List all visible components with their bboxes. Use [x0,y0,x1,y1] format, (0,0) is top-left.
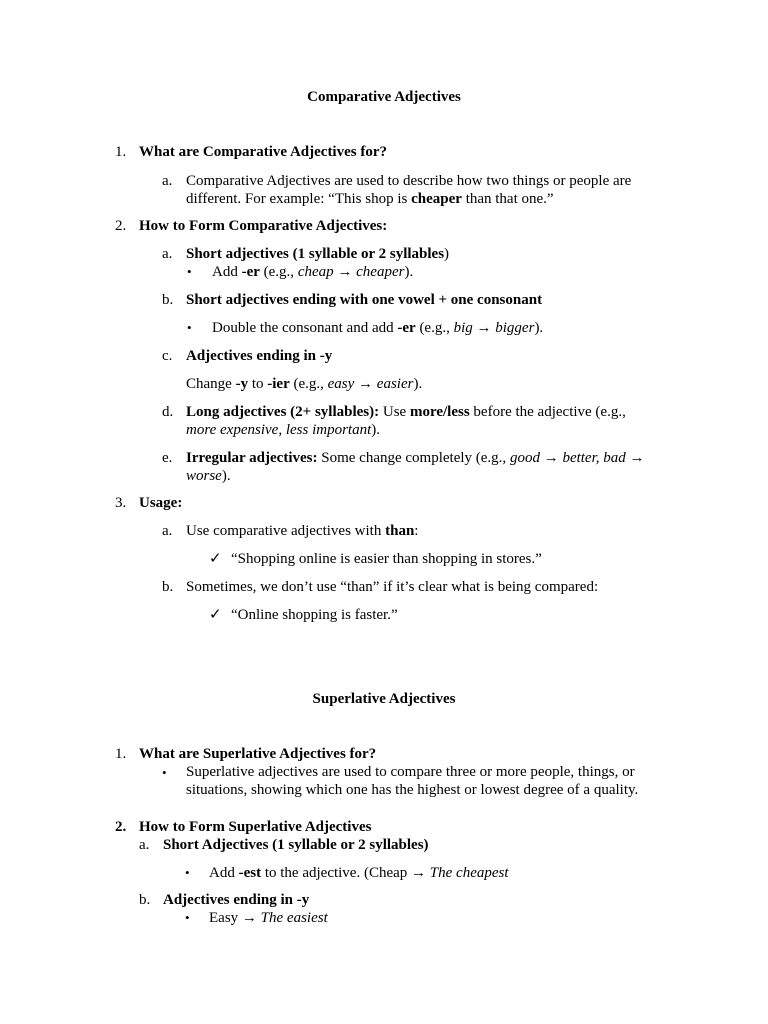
list-number: 1. [115,144,127,160]
paragraph-line: Long adjectives (2+ syllables): Use more/less before the adjective (e.g., [186,404,626,420]
paragraph-line: situations, showing which one has the highest or lowest degree of a quality. [186,782,639,798]
list-letter: a. [162,246,173,262]
example-text: “Shopping online is easier than shopping in stores.” [231,551,542,567]
bullet: • [185,910,190,925]
superlative-title: Superlative Adjectives [312,691,456,707]
list-letter: a. [162,173,173,189]
subheading: Short adjectives ending with one vowel + one consonant [186,292,543,308]
paragraph-line: different. For example: “This shop is cheaper than that one.” [186,191,554,207]
section-heading: Usage: [139,495,183,511]
bullet: • [185,865,190,880]
section-heading: What are Superlative Adjectives for? [139,746,377,762]
list-letter: b. [162,292,174,308]
paragraph-line: more expensive, less important). [186,422,380,438]
list-number: 3. [115,495,127,511]
subheading: Adjectives ending in -y [186,348,333,364]
example-text: “Online shopping is faster.” [231,607,398,623]
checkmark-icon: ✓ [209,551,222,567]
section-heading: What are Comparative Adjectives for? [139,144,387,160]
paragraph-line: worse). [186,468,231,484]
paragraph-line: Sometimes, we don’t use “than” if it’s clear what is being compared: [186,579,599,595]
section-heading: How to Form Superlative Adjectives [139,819,372,835]
paragraph-line: Irregular adjectives: Some change completely (e.g., good → better, bad → [186,450,645,466]
list-letter: d. [162,404,174,420]
list-number: 2. [115,218,127,234]
subheading: Short Adjectives (1 syllable or 2 syllables) [163,837,429,853]
subheading: Adjectives ending in -y [163,892,310,908]
paragraph-line: Superlative adjectives are used to compare three or more people, things, or [186,764,635,780]
list-letter: a. [139,837,150,853]
paragraph-line: Comparative Adjectives are used to describe how two things or people are [186,173,632,189]
checkmark-icon: ✓ [209,607,222,623]
list-letter: b. [162,579,174,595]
bullet-text: Add -er (e.g., cheap → cheaper). [212,264,414,280]
paragraph-line: Change -y to -ier (e.g., easy → easier). [186,376,423,392]
comparative-title: Comparative Adjectives [307,89,461,105]
bullet: • [162,765,167,780]
bullet: • [187,320,192,335]
paragraph-line: Use comparative adjectives with than: [186,523,419,539]
list-letter: b. [139,892,151,908]
bullet: • [187,264,192,279]
list-number: 1. [115,746,127,762]
list-letter: a. [162,523,173,539]
list-letter: e. [162,450,173,466]
subheading: Short adjectives (1 syllable or 2 syllables) [186,246,450,262]
list-letter: c. [162,348,173,364]
section-heading: How to Form Comparative Adjectives: [139,218,388,234]
bullet-text: Easy → The easiest [209,910,328,926]
bullet-text: Add -est to the adjective. (Cheap → The cheapest [209,865,509,881]
list-number: 2. [115,819,127,835]
bullet-text: Double the consonant and add -er (e.g., big → bigger). [212,320,544,336]
